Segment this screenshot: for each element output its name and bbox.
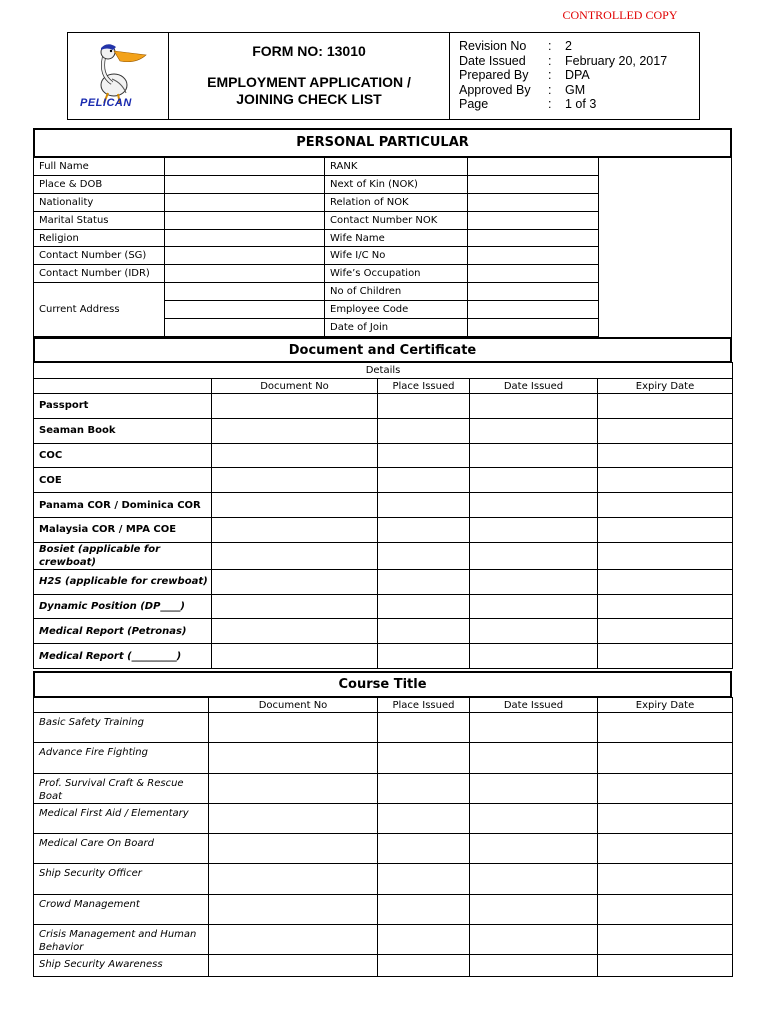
document-label: Bosiet (applicable for crewboat) — [34, 542, 212, 569]
field-label: Contact Number (IDR) — [34, 265, 165, 283]
document-field-input[interactable] — [378, 517, 470, 542]
document-field-input[interactable] — [212, 542, 378, 569]
field-label: Employee Code — [325, 301, 468, 319]
course-field-input[interactable] — [209, 925, 378, 955]
table-row — [34, 619, 733, 644]
meta-row — [459, 54, 699, 69]
meta-key: Revision No — [459, 39, 527, 53]
table-row — [34, 894, 733, 924]
form-title-line1: EMPLOYMENT APPLICATION / — [207, 74, 411, 90]
section-heading-documents: Document and Certificate — [33, 337, 732, 363]
course-field-input[interactable] — [378, 803, 470, 833]
meta-sep: : — [548, 82, 552, 97]
document-field-input[interactable] — [470, 493, 598, 518]
document-field-input[interactable] — [378, 644, 470, 669]
document-field-input[interactable] — [212, 569, 378, 594]
document-label: H2S (applicable for crewboat) — [34, 569, 212, 594]
table-row — [34, 493, 733, 518]
table-row — [34, 594, 733, 619]
field-label: Wife’s Occupation — [325, 265, 468, 283]
course-field-input[interactable] — [598, 955, 733, 977]
field-label: RANK — [325, 158, 468, 176]
table-row — [34, 773, 733, 803]
column-header: Date Issued — [470, 698, 598, 713]
field-label: Wife Name — [325, 229, 468, 247]
field-label: Contact Number NOK — [325, 211, 468, 229]
documents-table — [33, 362, 733, 669]
meta-key: Approved By — [459, 82, 531, 97]
table-row — [34, 803, 733, 833]
table-row — [34, 418, 733, 443]
table-row — [34, 834, 733, 864]
document-field-input[interactable] — [378, 468, 470, 493]
field-label: Wife I/C No — [325, 247, 468, 265]
course-field-input[interactable] — [470, 955, 598, 977]
document-field-input[interactable] — [598, 468, 733, 493]
document-field-input[interactable] — [470, 542, 598, 569]
meta-row — [459, 83, 699, 98]
document-label: Passport — [34, 394, 212, 419]
table-row — [34, 864, 733, 894]
course-field-input[interactable] — [378, 864, 470, 894]
course-label: Crisis Management and Human Behavior — [34, 925, 209, 955]
document-field-input[interactable] — [212, 619, 378, 644]
document-field-input[interactable] — [378, 443, 470, 468]
document-field-input[interactable] — [598, 619, 733, 644]
course-field-input[interactable] — [378, 773, 470, 803]
column-header-blank — [34, 379, 212, 394]
section-heading-courses: Course Title — [33, 671, 732, 698]
document-field-input[interactable] — [470, 443, 598, 468]
meta-row — [459, 68, 699, 83]
table-row — [34, 644, 733, 669]
document-field-input[interactable] — [212, 493, 378, 518]
course-field-input[interactable] — [470, 773, 598, 803]
details-header: Details — [34, 363, 733, 379]
table-row — [34, 743, 733, 773]
course-label: Ship Security Officer — [34, 864, 209, 894]
course-field-input[interactable] — [598, 773, 733, 803]
course-field-input[interactable] — [209, 894, 378, 924]
document-field-input[interactable] — [378, 394, 470, 419]
document-label: COC — [34, 443, 212, 468]
document-field-input[interactable] — [470, 394, 598, 419]
table-row — [34, 379, 733, 394]
document-meta — [450, 33, 699, 119]
meta-sep: : — [548, 39, 552, 53]
controlled-copy-stamp: CONTROLLED COPY — [562, 8, 678, 22]
document-field-input[interactable] — [470, 418, 598, 443]
document-field-input[interactable] — [470, 619, 598, 644]
meta-row — [459, 97, 699, 112]
meta-key: Page — [459, 97, 489, 111]
document-field-input[interactable] — [378, 569, 470, 594]
course-label: Medical First Aid / Elementary — [34, 803, 209, 833]
field-label: Full Name — [34, 158, 165, 176]
document-field-input[interactable] — [378, 594, 470, 619]
course-label: Advance Fire Fighting — [34, 743, 209, 773]
meta-key: Prepared By — [459, 68, 529, 82]
course-field-input[interactable] — [470, 834, 598, 864]
course-field-input[interactable] — [470, 713, 598, 743]
field-label: Relation of NOK — [325, 193, 468, 211]
course-field-input[interactable] — [470, 803, 598, 833]
table-row — [34, 542, 733, 569]
meta-value: GM — [565, 82, 586, 97]
document-field-input[interactable] — [470, 569, 598, 594]
table-row — [34, 394, 733, 419]
table-row — [34, 698, 733, 713]
course-field-input[interactable] — [209, 834, 378, 864]
field-label: Contact Number (SG) — [34, 247, 165, 265]
course-field-input[interactable] — [209, 743, 378, 773]
column-header-blank — [34, 698, 209, 713]
document-field-input[interactable] — [598, 394, 733, 419]
field-label: Next of Kin (NOK) — [325, 175, 468, 193]
document-field-input[interactable] — [470, 644, 598, 669]
table-row — [34, 713, 733, 743]
document-field-input[interactable] — [212, 594, 378, 619]
course-field-input[interactable] — [598, 925, 733, 955]
document-label: Seaman Book — [34, 418, 212, 443]
table-row — [34, 517, 733, 542]
course-field-input[interactable] — [598, 713, 733, 743]
document-label: Medical Report (Petronas) — [34, 619, 212, 644]
column-header: Document No — [212, 379, 378, 394]
document-field-input[interactable] — [470, 594, 598, 619]
table-row — [34, 925, 733, 955]
meta-value: February 20, 2017 — [565, 53, 668, 68]
form-number: FORM NO: 13010 — [252, 43, 366, 59]
document-label: Panama COR / Dominica COR — [34, 493, 212, 518]
document-field-input[interactable] — [470, 517, 598, 542]
course-field-input[interactable] — [209, 773, 378, 803]
document-field-input[interactable] — [598, 644, 733, 669]
meta-value: 1 of 3 — [565, 97, 597, 111]
document-field-input[interactable] — [598, 493, 733, 518]
course-field-input[interactable] — [378, 894, 470, 924]
course-field-input[interactable] — [378, 713, 470, 743]
course-label: Ship Security Awareness — [34, 955, 209, 977]
meta-sep: : — [548, 68, 552, 82]
document-field-input[interactable] — [212, 644, 378, 669]
table-row — [34, 443, 733, 468]
document-label: Medical Report (_________) — [34, 644, 212, 669]
document-field-input[interactable] — [598, 542, 733, 569]
table-row — [34, 569, 733, 594]
field-label: Current Address — [34, 283, 165, 337]
document-field-input[interactable] — [378, 542, 470, 569]
document-field-input[interactable] — [212, 418, 378, 443]
document-label: COE — [34, 468, 212, 493]
document-field-input[interactable] — [598, 443, 733, 468]
course-field-input[interactable] — [209, 803, 378, 833]
field-label: Nationality — [34, 193, 165, 211]
course-field-input[interactable] — [378, 834, 470, 864]
course-field-input[interactable] — [209, 955, 378, 977]
document-label: Malaysia COR / MPA COE — [34, 517, 212, 542]
course-field-input[interactable] — [378, 925, 470, 955]
section-heading-personal: PERSONAL PARTICULAR — [33, 128, 732, 158]
course-field-input[interactable] — [598, 864, 733, 894]
document-field-input[interactable] — [598, 594, 733, 619]
document-field-input[interactable] — [378, 493, 470, 518]
logo-wordmark: PELICAN — [80, 97, 132, 109]
document-field-input[interactable] — [598, 418, 733, 443]
table-row — [34, 955, 733, 977]
course-field-input[interactable] — [598, 803, 733, 833]
document-field-input[interactable] — [598, 569, 733, 594]
meta-row — [459, 39, 699, 54]
course-field-input[interactable] — [598, 743, 733, 773]
course-field-input[interactable] — [470, 743, 598, 773]
personal-section-frame — [33, 157, 732, 338]
form-title-block — [169, 33, 450, 119]
table-row — [34, 468, 733, 493]
courses-table — [33, 697, 733, 977]
document-field-input[interactable] — [212, 443, 378, 468]
course-field-input[interactable] — [470, 925, 598, 955]
course-label: Basic Safety Training — [34, 713, 209, 743]
column-header: Place Issued — [378, 379, 470, 394]
document-field-input[interactable] — [598, 517, 733, 542]
course-field-input[interactable] — [378, 955, 470, 977]
meta-sep: : — [548, 53, 552, 68]
field-label: Religion — [34, 229, 165, 247]
course-field-input[interactable] — [598, 894, 733, 924]
document-field-input[interactable] — [212, 468, 378, 493]
column-header: Date Issued — [470, 379, 598, 394]
field-label: Place & DOB — [34, 175, 165, 193]
field-label: No of Children — [325, 283, 468, 301]
column-header: Place Issued — [378, 698, 470, 713]
course-field-input[interactable] — [378, 743, 470, 773]
document-field-input[interactable] — [378, 418, 470, 443]
course-label: Medical Care On Board — [34, 834, 209, 864]
course-label: Crowd Management — [34, 894, 209, 924]
document-field-input[interactable] — [212, 394, 378, 419]
field-label: Date of Join — [325, 319, 468, 337]
course-field-input[interactable] — [598, 834, 733, 864]
form-header — [67, 32, 700, 120]
document-field-input[interactable] — [212, 517, 378, 542]
form-title-line2: JOINING CHECK LIST — [236, 91, 382, 107]
course-field-input[interactable] — [470, 864, 598, 894]
meta-value: DPA — [565, 68, 590, 82]
course-label: Prof. Survival Craft & Rescue Boat — [34, 773, 209, 803]
course-field-input[interactable] — [209, 864, 378, 894]
company-logo — [68, 33, 169, 119]
column-header: Expiry Date — [598, 379, 733, 394]
course-field-input[interactable] — [209, 713, 378, 743]
meta-sep: : — [548, 97, 552, 111]
meta-key: Date Issued — [459, 53, 526, 68]
field-label: Marital Status — [34, 211, 165, 229]
course-field-input[interactable] — [470, 894, 598, 924]
document-field-input[interactable] — [378, 619, 470, 644]
column-header: Expiry Date — [598, 698, 733, 713]
meta-value: 2 — [565, 39, 572, 53]
document-label: Dynamic Position (DP____) — [34, 594, 212, 619]
column-header: Document No — [209, 698, 378, 713]
document-field-input[interactable] — [470, 468, 598, 493]
table-row — [34, 363, 733, 379]
